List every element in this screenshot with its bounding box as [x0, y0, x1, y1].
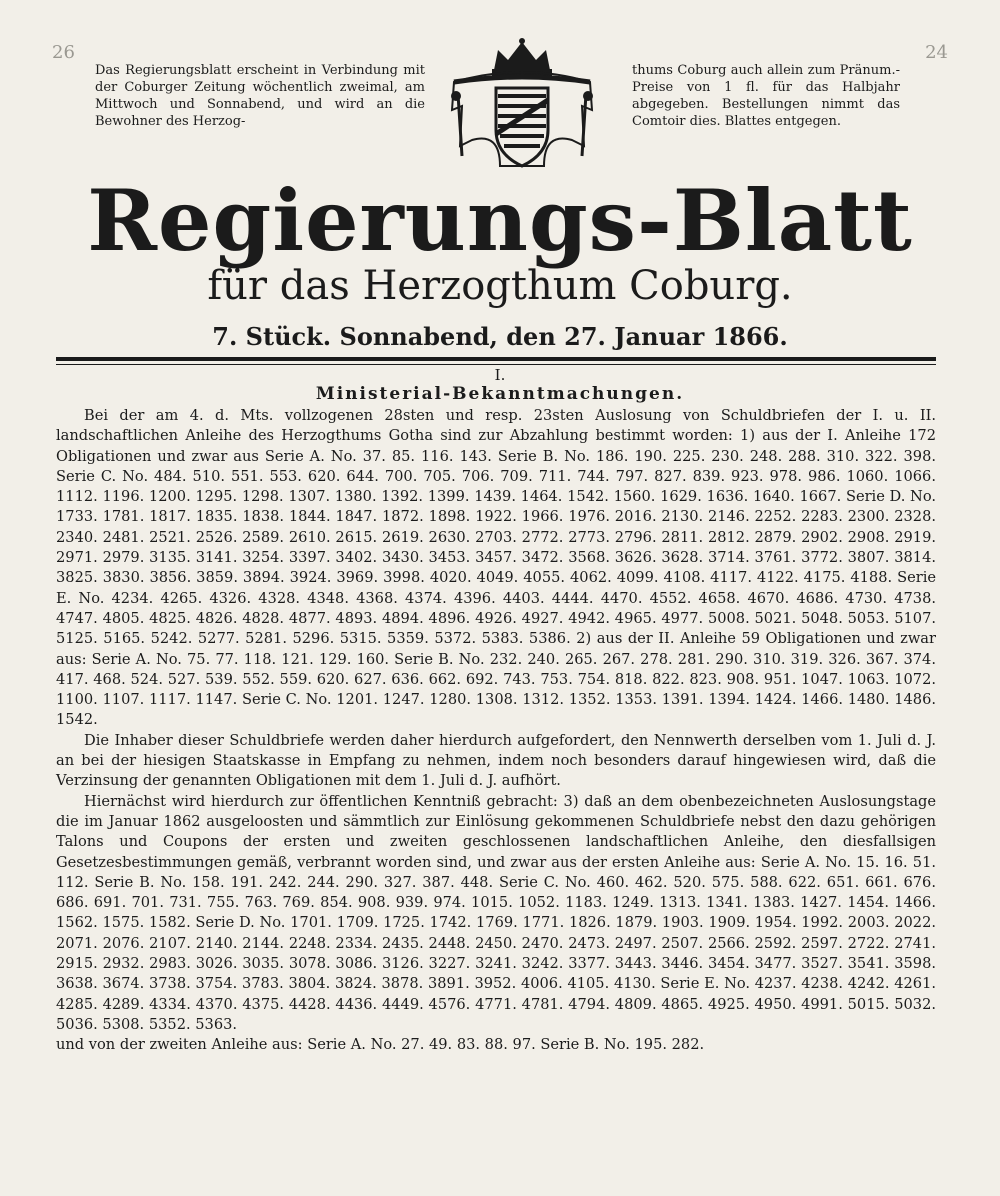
- header-note-left: Das Regierungsblatt erscheint in Verbindung mit der Coburger Zeitung wöchentlich zweimal, am Mittwoch und Sonnabend, und wird an die Bewohner des Herzog-: [95, 63, 425, 129]
- paragraph-second-loan: und von der zweiten Anleihe aus: Serie A. No. 27. 49. 83. 88. 97. Serie B. No. 195. 282.: [56, 1036, 705, 1054]
- page-number-right: 24: [925, 42, 948, 63]
- article-body: [56, 406, 936, 1056]
- masthead-subtitle: für das Herzogthum Coburg.: [207, 263, 793, 309]
- header-note-right: thums Coburg auch allein zum Pränum.-Preise von 1 fl. für das Halbjahr abgegeben. Bestellungen nimmt das Comtoir dies. Blattes entgegen.: [632, 63, 900, 129]
- paragraph-burned-bonds: Hiernächst wird hierdurch zur öffentlichen Kenntniß gebracht: 3) daß an dem obenbezeichneten Auslosungstage die im Januar 1862 ausgeloosten und sämmtlich zur Einlösung gekommenen Schuldbriefe nebst den dazu gehörigen Talons und Coupons der ersten und zweiten geschlossenen landschaftlichen Anleihe, den diesfallsigen Gesetzesbestimmungen gemäß, verbrannt worden sind, und zwar aus der ersten Anleihe aus: Serie A. No. 15. 16. 51. 112. Serie B. No. 158. 191. 242. 244. 290. 327. 387. 448. Serie C. No. 460. 462. 520. 575. 588. 622. 651. 661. 676. 686. 691. 701. 731. 755. 763. 769. 854. 908. 939. 974. 1015. 1052. 1183. 1249. 1313. 1341. 1383. 1427. 1454. 1466. 1562. 1575. 1582. Serie D. No. 1701. 1709. 1725. 1742. 1769. 1771. 1826. 1879. 1903. 1909. 1954. 1992. 2003. 2022. 2071. 2076. 2107. 2140. 2144. 2248. 2334. 2435. 2448. 2450. 2470. 2473. 2497. 2507. 2566. 2592. 2597. 2722. 2741. 2915. 2932. 2983. 3026. 3035. 3078. 3086. 3126. 3227. 3241. 3242. 3377. 3443. 3446. 3454. 3477. 3527. 3541. 3598. 3638. 3674. 3738. 3754. 3783. 3804. 3824. 3878. 3891. 3952. 4006. 4105. 4130. Serie E. No. 4237. 4238. 4242. 4261. 4285. 4289. 4334. 4370. 4375. 4428. 4436. 4449. 4576. 4771. 4781. 4794. 4809. 4865. 4925. 4950. 4991. 5015. 5032. 5036. 5308. 5352. 5363.: [56, 792, 936, 1033]
- section-number: I.: [494, 366, 506, 384]
- masthead-title: Regierungs-Blatt: [87, 171, 913, 270]
- paragraph-lottery-results: Bei der am 4. d. Mts. vollzogenen 28sten und resp. 23sten Auslosung von Schuldbriefen der I. u. II. landschaftlichen Anleihe des Herzogthums Gotha sind zur Abzahlung bestimmt worden: 1) aus der I. Anleihe 172 Obligationen und zwar aus Serie A. No. 37. 85. 116. 143. Serie B. No. 186. 190. 225. 230. 248. 288. 310. 322. 398. Serie C. No. 484. 510. 551. 553. 620. 644. 700. 705. 706. 709. 711. 744. 797. 827. 839. 923. 978. 986. 1060. 1066. 1112. 1196. 1200. 1295. 1298. 1307. 1380. 1392. 1399. 1439. 1464. 1542. 1560. 1629. 1636. 1640. 1667. Serie D. No. 1733. 1781. 1817. 1835. 1838. 1844. 1847. 1872. 1898. 1922. 1966. 1976. 2016. 2130. 2146. 2252. 2283. 2300. 2328. 2340. 2481. 2521. 2526. 2589. 2610. 2615. 2619. 2630. 2703. 2772. 2773. 2796. 2811. 2812. 2879. 2902. 2908. 2919. 2971. 2979. 3135. 3141. 3254. 3397. 3402. 3430. 3453. 3457. 3472. 3568. 3626. 3628. 3714. 3761. 3772. 3807. 3814. 3825. 3830. 3856. 3859. 3894. 3924. 3969. 3998. 4020. 4049. 4055. 4062. 4099. 4108. 4117. 4122. 4175. 4188. Serie E. No. 4234. 4265. 4326. 4328. 4348. 4368. 4374. 4396. 4403. 4444. 4470. 4552. 4658. 4670. 4686. 4730. 4738. 4747. 4805. 4825. 4826. 4828. 4877. 4893. 4894. 4896. 4926. 4927. 4942. 4965. 4977. 5008. 5021. 5048. 5053. 5107. 5125. 5165. 5242. 5277. 5281. 5296. 5315. 5359. 5372. 5383. 5386. 2) aus der II. Anleihe 59 Obligationen und zwar aus: Serie A. No. 75. 77. 118. 121. 129. 160. Serie B. No. 232. 240. 265. 267. 278. 281. 290. 310. 319. 326. 367. 374. 417. 468. 524. 527. 539. 552. 559. 620. 627. 636. 662. 692. 743. 753. 754. 818. 822. 823. 908. 951. 1047. 1063. 1072. 1100. 1107. 1117. 1147. Serie C. No. 1201. 1247. 1280. 1308. 1312. 1352. 1353. 1391. 1394. 1424. 1466. 1480. 1486. 1542.: [56, 407, 936, 729]
- coat-of-arms-icon: [432, 36, 612, 172]
- masthead-rule-thick: [56, 357, 936, 361]
- paragraph-holders-notice: Die Inhaber dieser Schuldbriefe werden daher hierdurch aufgefordert, den Nennwerth derselben vom 1. Juli d. J. an bei der hiesigen Staatskasse in Empfang zu nehmen, indem noch besonders darauf hingewiesen wird, daß die Verzinsung der genannten Obligationen mit dem 1. Juli d. J. aufhört.: [56, 731, 936, 790]
- page-number-left: 26: [52, 42, 75, 63]
- section-title: Ministerial-Bekanntmachungen.: [315, 384, 685, 404]
- issue-line: 7. Stück. Sonnabend, den 27. Januar 1866.: [212, 322, 788, 351]
